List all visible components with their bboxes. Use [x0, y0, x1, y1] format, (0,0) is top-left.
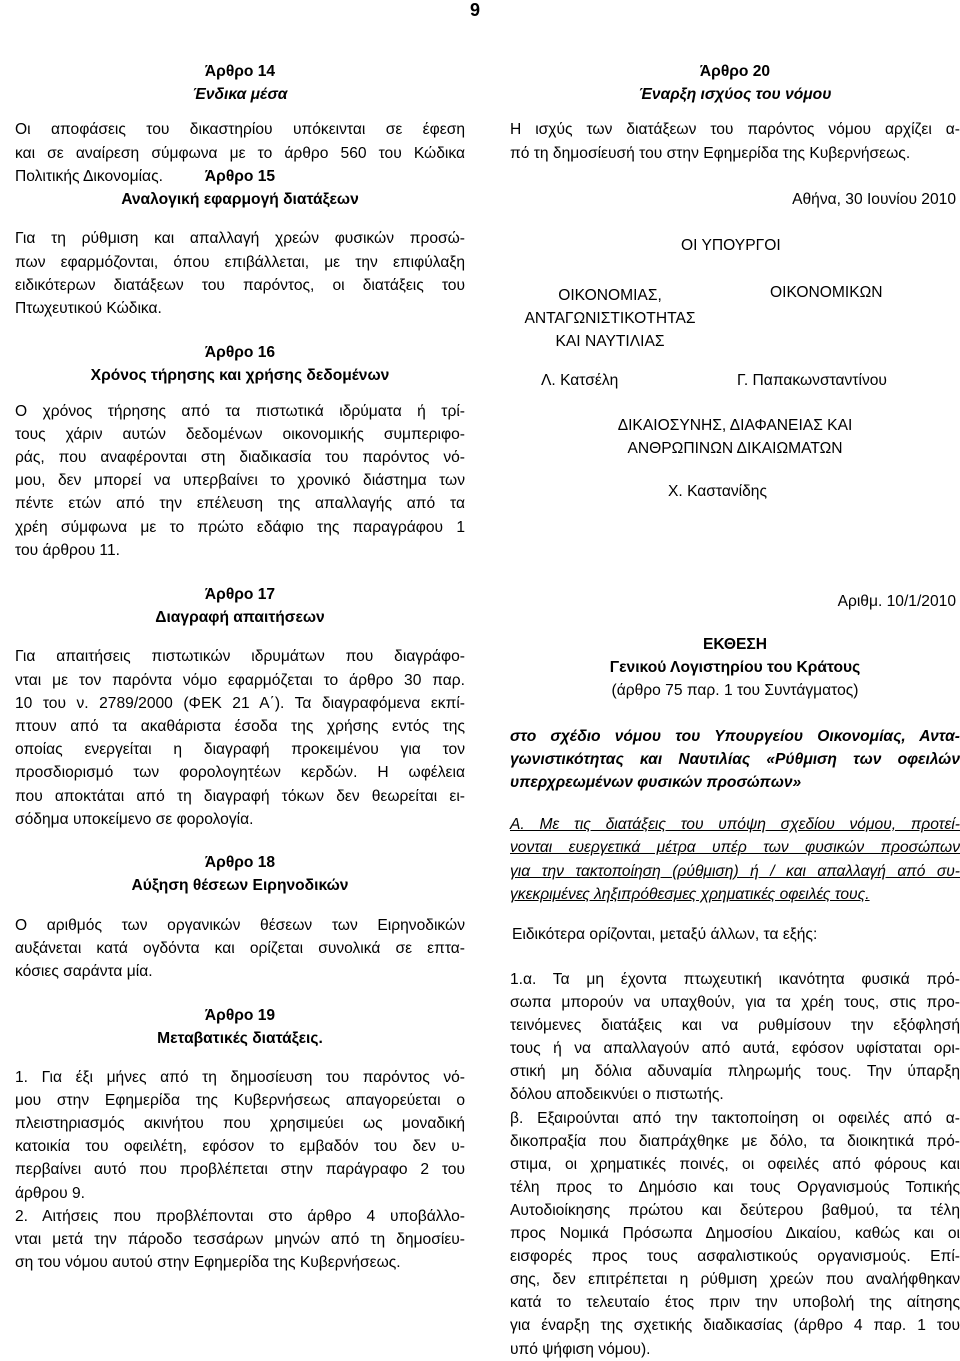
signatory-katseli: Λ. Κατσέλη [541, 372, 619, 389]
article-14-title: Άρθρο 14 [204, 63, 276, 80]
article-19-line: νται μετά την πάροδο τεσσάρων μηνών από τη δημοσίευ- [15, 1230, 465, 1248]
article-14-line: Οι αποφάσεις του δικαστηρίου υπόκεινται σε έφεση [15, 121, 465, 139]
article-14-line: και σε αναίρεση σύμφωνα με το άρθρο 560 του Κώδικα [15, 144, 465, 162]
ministry-economy [510, 284, 710, 353]
article-16-line: ράς, που αναφέρονται στη διαδικασία του παρόντος νό- [15, 449, 465, 467]
signatory-kastanidis: Χ. Καστανίδης [668, 483, 767, 500]
right-column [510, 60, 960, 165]
paragraph-1b-line: υπό ψήφιση νόμου). [510, 1340, 651, 1358]
ministry-economy-line: ΑΝΤΑΓΩΝΙΣΤΙΚΟΤΗΤΑΣ [524, 310, 696, 327]
paragraph-1a-line: τους ή να απαλλαγούν από αυτά, εφόσον υφίσταται ορι- [510, 1040, 960, 1058]
paragraph-1b-line: σης, δεν επιτρέπεται η ρύθμιση χρεών που αναλήφθηκαν [510, 1271, 960, 1289]
article-16-line: τους χάριν αυτών δεδομένων οικονομικής συμπεριφο- [15, 425, 465, 443]
section-a [510, 813, 960, 906]
report-constitution-article: (άρθρο 75 παρ. 1 του Συντάγματος) [611, 682, 859, 699]
article-19-line: 1. Για έξι μήνες από τη δημοσίευση του παρόντος νό- [15, 1068, 465, 1086]
paragraph-1b-line: Αυτοδιοίκησης πρώτου και δεύτερου βαθμού, τα τέλη [510, 1201, 960, 1219]
ministers-heading: ΟΙ ΥΠΟΥΡΓΟΙ [681, 237, 781, 254]
paragraph-1a-line: σωπα μπορούν να υπαχθούν, για τα χρέη τους, στις προ- [510, 994, 960, 1012]
article-15-line: Για τη ρύθμιση και απαλλαγή χρεών φυσικών προσώ- [15, 230, 465, 248]
section-a-line: για την τακτοποίηση (ρύθμιση) ή / και απαλλαγή από συ- [510, 862, 960, 880]
report-subtitle: Γενικού Λογιστηρίου του Κράτους [609, 659, 861, 676]
article-17-line: νται με τον παρόντα νόμο εφαρμόζεται το άρθρο 30 παρ. [15, 671, 465, 689]
article-15-title: Άρθρο 15 [204, 168, 276, 186]
article-19-title: Άρθρο 19 [204, 1007, 276, 1025]
signatory-papakonstantinou: Γ. Παπακωνσταντίνου [737, 372, 887, 389]
ministry-economy-line: ΚΑΙ ΝΑΥΤΙΛΙΑΣ [555, 333, 665, 350]
paragraph-1b-line: β. Εξαιρούνται από την τακτοποίηση οι οφειλές από α- [510, 1109, 960, 1127]
paragraph-1a-line: τεινόμενες διατάξεις και να ρυθμίσουν την εξόφλησή [510, 1017, 960, 1035]
article-19-line: περβαίνει αυτό που προβλέπεται στην παράγραφο 2 του [15, 1161, 465, 1179]
article-15-line: ειδικότερων διατάξεων του παρόντος, οι διατάξεις του [15, 276, 465, 294]
article-19-subtitle: Μεταβατικές διατάξεις. [157, 1030, 323, 1048]
article-15-line: πων εφαρμόζονται, όπου επιβάλλεται, με την επιφύλαξη [15, 253, 465, 271]
paragraph-1b-line: κατά το τελευταίο έτος πριν την υποβολή της αίτησης [510, 1294, 960, 1312]
report-reference-number: Αριθμ. 10/1/2010 [837, 593, 956, 610]
article-16-line: μου, δεν μπορεί να υπερβαίνει το χρονικό διάστημα των [15, 472, 465, 490]
article-20-line: Η ισχύς των διατάξεων του παρόντος νόμου αρχίζει α- [510, 121, 960, 139]
paragraph-1b-line: δικοπραξία που διαπράχθηκε με δόλο, τα διοικητικά πρό- [510, 1132, 960, 1150]
article-17-line: Για απαιτήσεις πιστωτικών ιδρυμάτων που διαγράφο- [15, 648, 465, 666]
specific-provisions-intro: Ειδικότερα ορίζονται, μεταξύ άλλων, τα εξής: [512, 926, 818, 943]
section-a-line: νονται ευεργετικά μέτρα υπέρ των φυσικών προσώπων [510, 839, 960, 857]
ministry-economy-line: ΟΙΚΟΝΟΜΙΑΣ, [558, 287, 662, 304]
paragraph-1a-line: στική μη δόλια αδυναμία πληρωμής τους. Την ύπαρξη [510, 1063, 960, 1081]
article-20-subtitle: Έναρξη ισχύος του νόμου [638, 86, 832, 104]
article-16-line: του άρθρου 11. [15, 541, 120, 559]
report-description-line: γωνιστικότητας και Ναυτιλίας «Ρύθμιση των οφειλών [510, 751, 960, 768]
article-14-subtitle: Ένδικα μέσα [192, 86, 288, 104]
article-17-line: 10 του ν. 2789/2000 (ΦΕΚ 21 Α΄). Τα διαγραφόμενα εκπί- [15, 694, 465, 712]
article-18-title: Άρθρο 18 [204, 854, 276, 872]
report-description [510, 725, 960, 794]
article-18-line: Ο αριθμός των οργανικών θέσεων των Ειρηνοδικών [15, 916, 465, 934]
article-17-line: σόδημα υποκείμενο σε φορολογία. [15, 810, 254, 828]
article-15-line: Πτωχευτικού Κώδικα. [15, 300, 162, 318]
article-19-line: μου στην Εφημερίδα της Κυβερνήσεως απαγορεύεται ο [15, 1091, 465, 1109]
article-19-line: 2. Αιτήσεις που προβλέπονται στο άρθρο 4 υποβάλλο- [15, 1207, 465, 1225]
article-19-line: άρθρου 9. [15, 1184, 85, 1202]
article-17-line: οποίας ενεργείται η διαγραφή προκειμένου για τον [15, 741, 465, 759]
article-20-title: Άρθρο 20 [699, 63, 771, 80]
paragraph-1b-line: για έναρξη της σχετικής διαδικασίας (άρθρο 4 παρ. 1 του [510, 1317, 960, 1335]
article-16-line: χρέη σύμφωνα με το πρώτο εδάφιο της παραγράφου 1 [15, 518, 465, 536]
article-18-line: αυξάνεται κατά ογδόντα και ορίζεται συνολικά σε επτα- [15, 939, 465, 957]
article-16-line: πέντε ετών από την επέλευση της απαλλαγής από τα [15, 495, 465, 513]
article-15-subtitle: Αναλογική εφαρμογή διατάξεων [121, 191, 359, 209]
article-16-subtitle: Χρόνος τήρησης και χρήσης δεδομένων [90, 367, 390, 385]
report-description-line: υπερχρεωμένων φυσικών προσώπων» [510, 774, 802, 791]
section-a-line: Α. Με τις διατάξεις του υπόψη σχεδίου νόμου, προτεί- [510, 816, 960, 833]
paragraph-1a-line: δόλου αποδεικνύει ο πιστωτής. [510, 1086, 724, 1104]
article-19-line: κατοικία του οφειλέτη, εφόσον το εμβαδόν του δεν υ- [15, 1138, 465, 1156]
ministry-finance: ΟΙΚΟΝΟΜΙΚΩΝ [770, 284, 883, 301]
paragraph-1b-line: στιμα, οι χρηματικές ποινές, οι οφειλές από φόρους και [510, 1155, 960, 1173]
article-17-line: προσδιορισμό των φορολογητέων κερδών. Η ωφέλεια [15, 764, 465, 782]
article-20-line: πό τη δημοσίευσή του στην Εφημερίδα της Κυβερνήσεως. [510, 144, 911, 162]
section-a-line: γκεκριμένες ληξιπρόθεσμες χρηματικές οφειλές τους. [510, 885, 870, 903]
ministry-justice-line: ΔΙΚΑΙΟΣΥΝΗΣ, ΔΙΑΦΑΝΕΙΑΣ ΚΑΙ [617, 417, 853, 434]
article-18-subtitle: Αύξηση θέσεων Ειρηνοδικών [131, 877, 349, 895]
article-16-title: Άρθρο 16 [204, 344, 276, 362]
paragraph-1a-line: 1.α. Τα μη έχοντα πτωχευτική ικανότητα φυσικά πρό- [510, 971, 960, 988]
article-18-line: κόσιες σαράντα μία. [15, 962, 153, 980]
left-column [15, 60, 465, 1274]
page-number: 9 [470, 0, 481, 20]
paragraph-1b-line: τέλη προς το Δημόσιο και τους Οργανισμούς Τοπικής [510, 1178, 960, 1196]
paragraph-1b-line: προς Νομικά Πρόσωπα Δημοσίου Δικαίου, καθώς και οι [510, 1225, 960, 1243]
report-title: ΕΚΘΕΣΗ [702, 636, 768, 653]
ministry-justice-line: ΑΝΘΡΩΠΙΝΩΝ ΔΙΚΑΙΩΜΑΤΩΝ [627, 440, 843, 457]
paragraph-1a [510, 968, 960, 1361]
article-19-line: ση του νόμου αυτού στην Εφημερίδα της Κυβερνήσεως. [15, 1254, 401, 1272]
article-19-line: πλειστηριασμός ακινήτου που χρησιμεύει ως μοναδική [15, 1114, 465, 1132]
report-description-line: στο σχέδιο νόμου του Υπουργείου Οικονομίας, Αντα- [510, 728, 960, 745]
article-14-line: Πολιτικής Δικονομίας. [15, 167, 163, 185]
article-17-title: Άρθρο 17 [204, 586, 276, 604]
paragraph-1b-line: εισφορές προς τους ασφαλιστικούς οργανισμούς. Επί- [510, 1248, 960, 1266]
article-16-line: Ο χρόνος τήρησης από τα πιστωτικά ιδρύματα ή τρί- [15, 402, 465, 420]
signing-date: Αθήνα, 30 Ιουνίου 2010 [792, 191, 956, 208]
article-17-line: πτουν από τα ακαθάριστα έσοδα της χρήσης εντός της [15, 718, 465, 736]
article-17-subtitle: Διαγραφή απαιτήσεων [155, 609, 325, 627]
ministry-justice [560, 414, 910, 460]
article-17-line: που αποκτάται από τη διαγραφή τόκων δεν θεωρείται ει- [15, 787, 465, 805]
